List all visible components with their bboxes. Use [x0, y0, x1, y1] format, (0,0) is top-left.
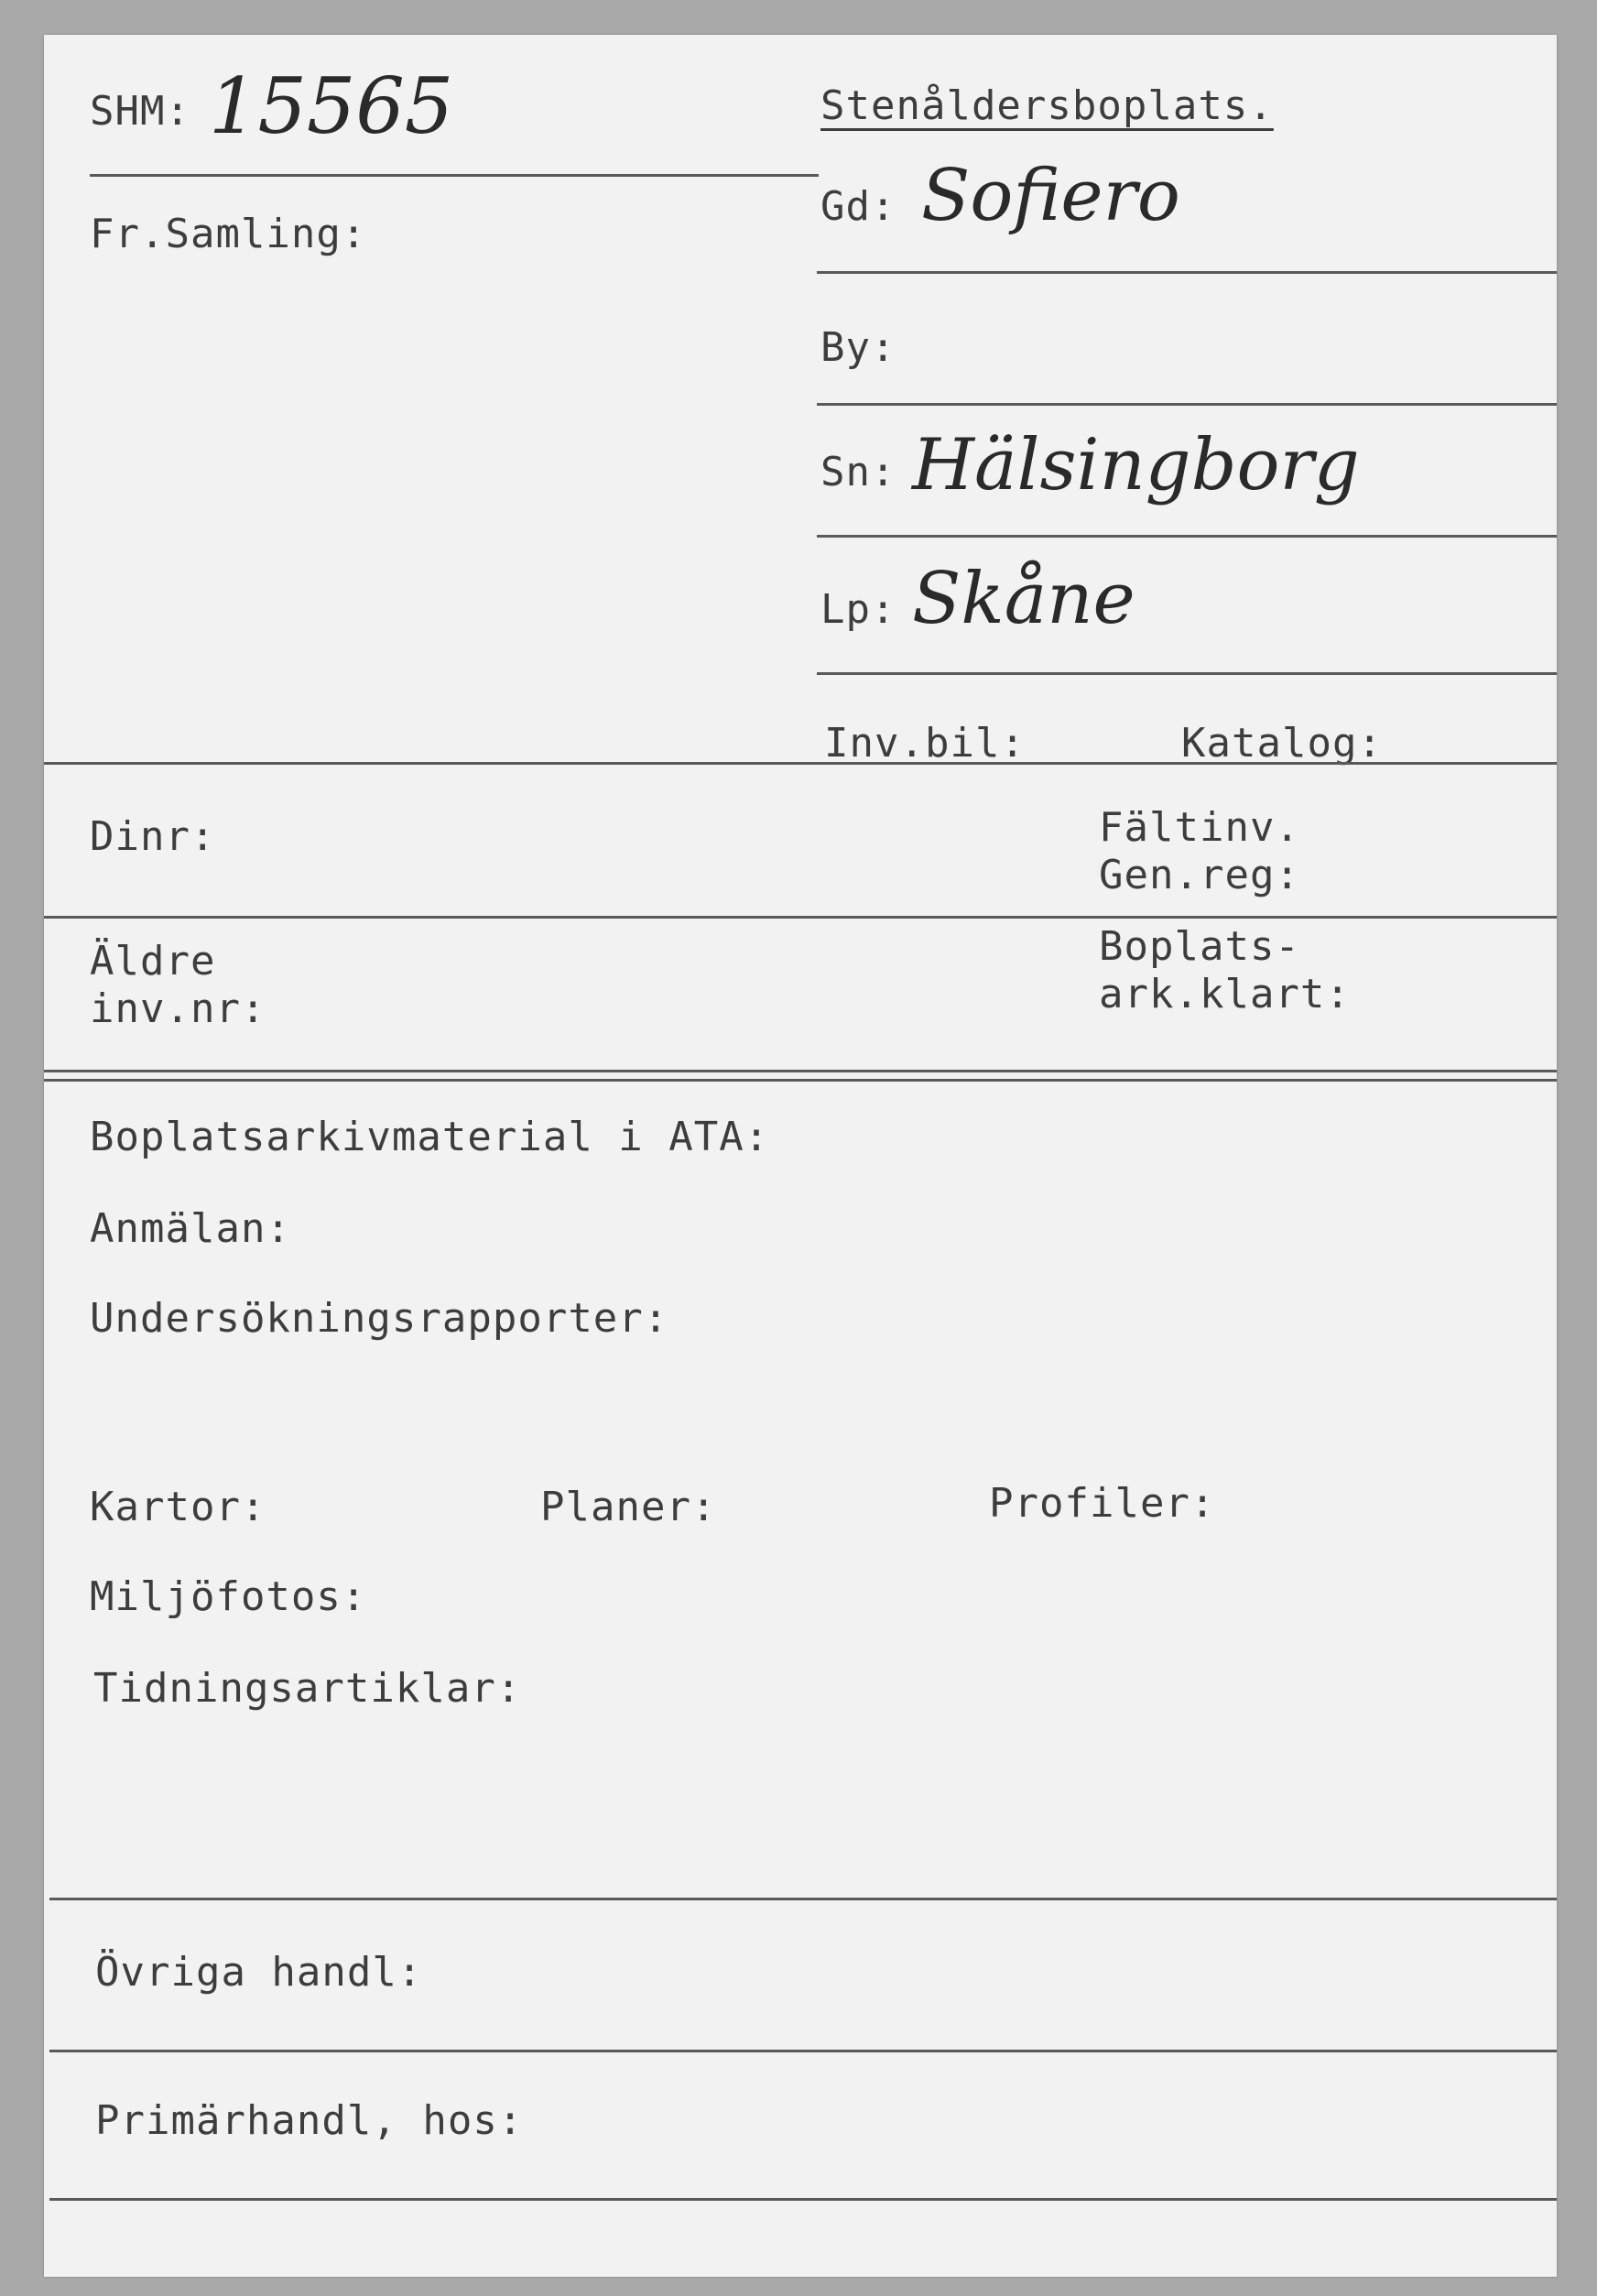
fr-samling-label: Fr.Samling:	[90, 211, 367, 257]
catalog-card	[44, 35, 1557, 2277]
shm-label: SHM:	[90, 88, 190, 135]
arkklart-label: ark.klart:	[1099, 971, 1351, 1017]
anmalan-label: Anmälan:	[90, 1205, 291, 1252]
lp-value-handwritten: Skåne	[912, 558, 1135, 640]
profiler-label: Profiler:	[989, 1480, 1216, 1527]
divider	[49, 1898, 1557, 1900]
divider	[44, 762, 1557, 765]
gd-label: Gd:	[820, 183, 896, 230]
sn-label: Sn:	[820, 449, 896, 495]
divider	[49, 2050, 1557, 2052]
divider	[44, 1079, 1557, 1082]
divider	[44, 916, 1557, 919]
divider	[817, 672, 1557, 675]
divider	[817, 535, 1557, 538]
card-title: Stenåldersboplats.	[820, 82, 1274, 129]
archive-heading: Boplatsarkivmaterial i ATA:	[90, 1114, 770, 1160]
genreg-label: Gen.reg:	[1099, 852, 1300, 898]
inv-bil-label: Inv.bil:	[824, 720, 1026, 767]
divider	[817, 271, 1557, 274]
divider	[90, 174, 819, 177]
lp-label: Lp:	[820, 586, 896, 633]
ovriga-label: Övriga handl:	[95, 1949, 423, 1996]
katalog-label: Katalog:	[1181, 720, 1383, 767]
tidningsartiklar-label: Tidningsartiklar:	[93, 1665, 522, 1712]
primar-label: Primärhandl, hos:	[95, 2097, 524, 2144]
faltinv-label: Fältinv.	[1099, 804, 1300, 851]
kartor-label: Kartor:	[90, 1484, 266, 1530]
miljofotos-label: Miljöfotos:	[90, 1573, 367, 1620]
gd-value-handwritten: Sofiero	[921, 155, 1180, 237]
shm-number-handwritten: 15565	[209, 61, 454, 151]
boplats-label: Boplats-	[1099, 923, 1300, 970]
planer-label: Planer:	[540, 1484, 717, 1530]
sn-value-handwritten: Hälsingborg	[912, 424, 1360, 506]
invnr-label: inv.nr:	[90, 985, 266, 1032]
divider	[44, 1070, 1557, 1072]
by-label: By:	[820, 324, 896, 371]
aldre-label: Äldre	[90, 938, 216, 985]
divider	[49, 2198, 1557, 2201]
undersokning-label: Undersökningsrapporter:	[90, 1295, 669, 1342]
dinr-label: Dinr:	[90, 813, 216, 860]
divider	[817, 403, 1557, 406]
